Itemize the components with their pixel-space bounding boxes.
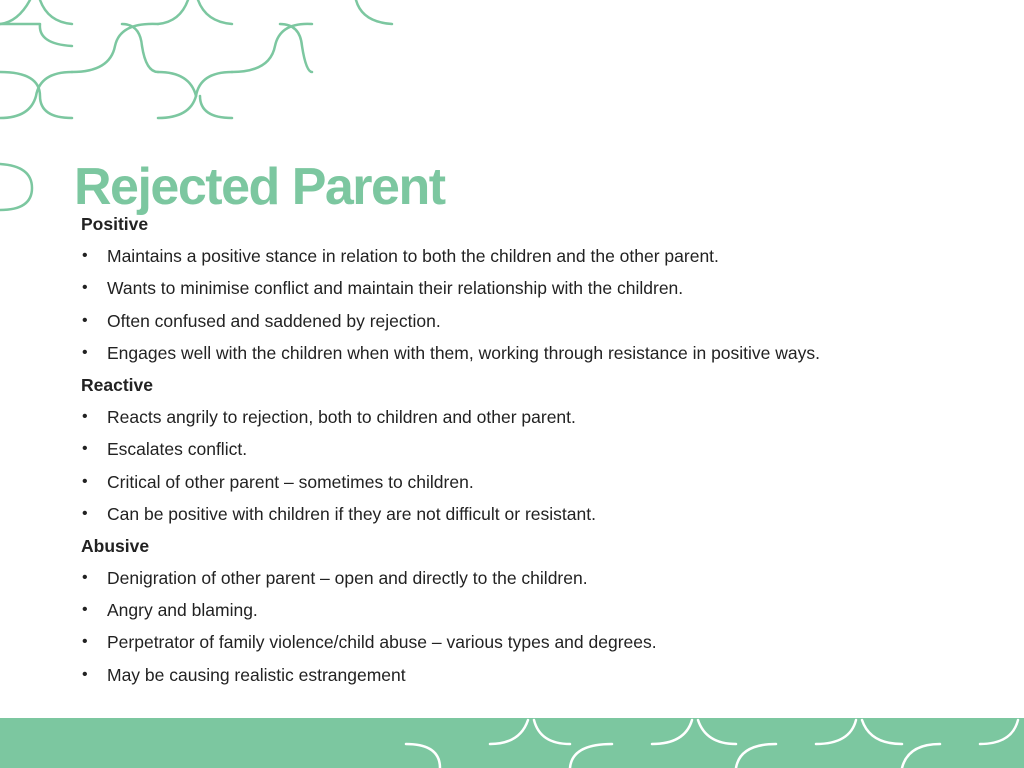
list-item: • Escalates conflict. [81,433,981,465]
list-item: • Denigration of other parent – open and directly to the children. [81,562,981,594]
slide-title: Rejected Parent [74,157,445,216]
content-list [81,208,981,691]
list-item: • Critical of other parent – sometimes to children. [81,466,981,498]
list-item: • Angry and blaming. [81,594,981,626]
list-item: • Perpetrator of family violence/child abuse – various types and degrees. [81,626,981,658]
section-heading-reactive: Reactive [81,374,153,395]
section-heading-abusive: Abusive [81,535,150,556]
list-item: • Wants to minimise conflict and maintain their relationship with the children. [81,272,981,304]
list-item: • Reacts angrily to rejection, both to children and other parent. [81,401,981,433]
list-item: • Engages well with the children when with them, working through resistance in positive ways. [81,337,981,369]
section-heading-positive: Positive [81,214,149,234]
list-item: • Can be positive with children if they are not difficult or resistant. [81,498,981,530]
bottom-arc-pattern [0,718,1024,768]
list-item: • Often confused and saddened by rejection. [81,305,981,337]
list-item: • May be causing realistic estrangement [81,659,981,691]
list-item: • Maintains a positive stance in relation to both the children and the other parent. [81,240,981,272]
